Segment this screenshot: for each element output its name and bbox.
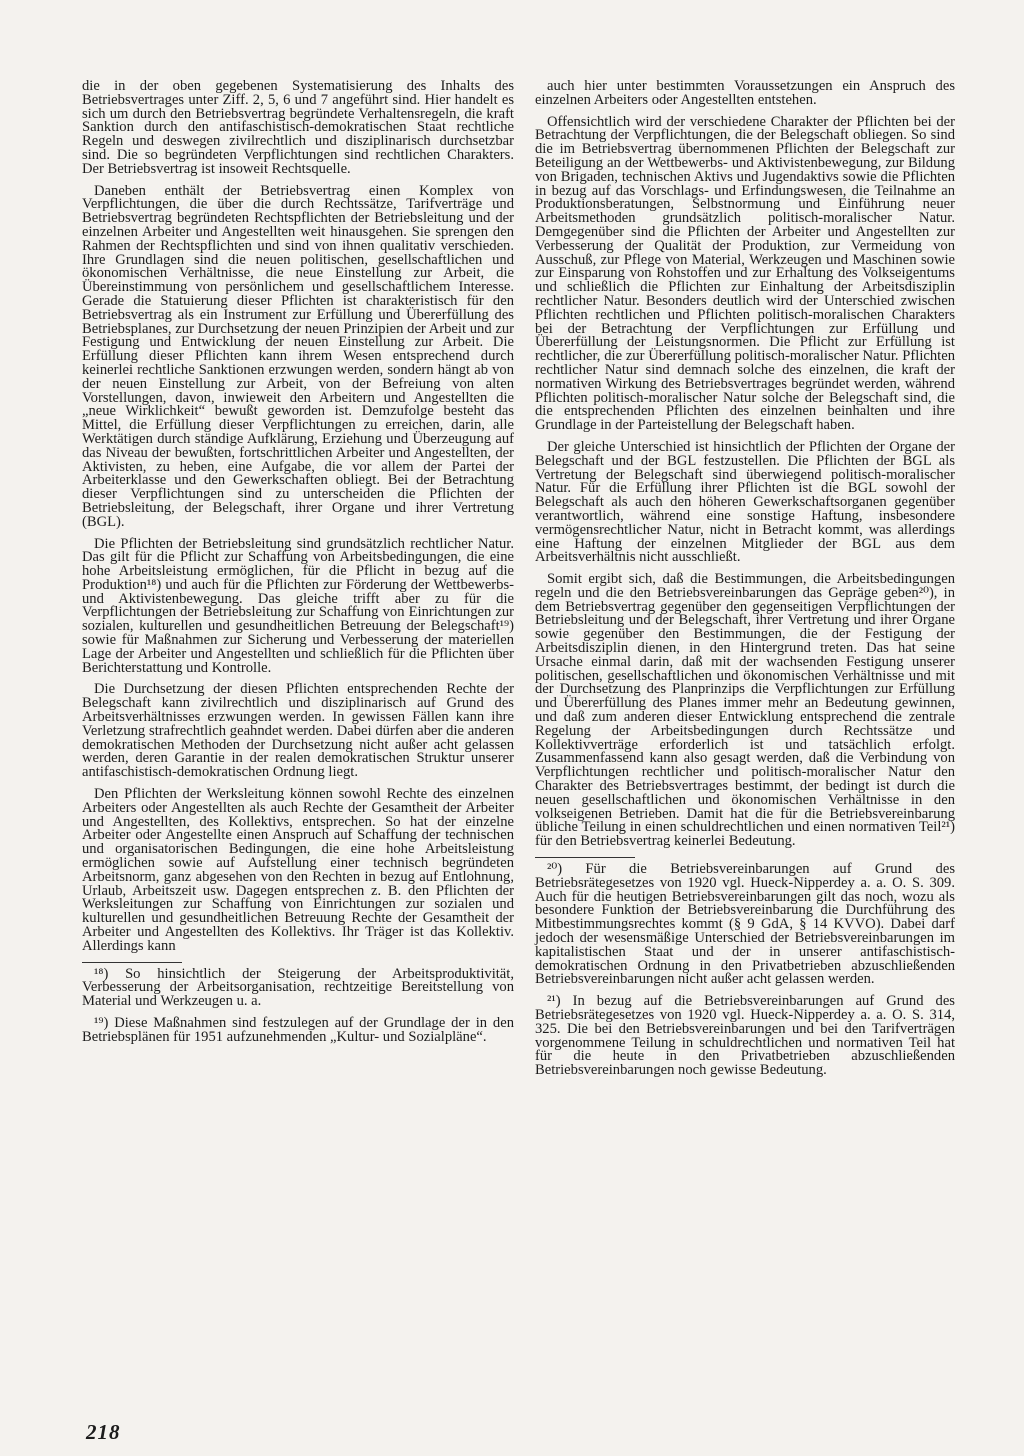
body-paragraph: Die Durchsetzung der diesen Pflichten entsprechenden Rechte der Belegschaft kann zivilrechtlich und disziplinarisch auf Grund des Arbeitsverhältnisses erzwungen werden. In gewissen Fällen kann ihre Verletzung strafrechtlich geahndet werden. Dabei dürfen aber die anderen demokratischen Methoden der Durchsetzung nicht außer acht gelassen werden, deren Garantie in der realen demokratischen Struktur unserer antifaschistisch-demokratischen Ordnung liegt. [82,681,514,781]
body-paragraph: Der gleiche Unterschied ist hinsichtlich der Pflichten der Organe der Belegschaft und der BGL festzustellen. Die Pflichten der BGL als Vertretung der Belegschaft sind überwiegend politisch-moralischer Natur. Für die Erfüllung ihrer Pflichten ist die BGL sowohl der Belegschaft als auch den höheren Gewerkschaftsorganen gegenüber verantwortlich, während eine sonstige Haftung, insbesondere vermögensrechtlicher Natur, nicht in Betracht kommt, was allerdings eine Haftung der einzelnen Mitglieder der BGL aus dem Arbeitsverhältnis nicht ausschließt. [535,438,955,566]
footnote: ¹⁸) So hinsichtlich der Steigerung der Arbeitsproduktivität, Verbesserung der Arbeitsorganisation, rechtzeitige Bereitstellung von Material und Werkzeugen u. a. [82,965,514,1010]
page-number: 218 [86,1420,121,1444]
footnote: ²¹) In bezug auf die Betriebsvereinbarungen auf Grund des Betriebsrätegesetzes von 1920 vgl. Hueck-Nipperdey a. a. O. S. 314, 325. Die bei den Betriebsvereinbarungen und bei den Tarifverträgen vorgenommene Teilung in schuldrechtlichen und normativen Teil hat für die heute in den Privatbetrieben abzuschließenden Betriebsvereinbarungen noch gewisse Bedeutung. [535,993,955,1079]
body-paragraph: die in der oben gegebenen Systematisierung des Inhalts des Betriebsvertrages unter Ziff. 2, 5, 6 und 7 angeführt sind. Hier handelt es sich um durch den Betriebsvertrag begründete Verhaltensregeln, die kraft Sanktion durch den antifaschistisch-demokratischen Staat rechtliche Regeln und deswegen zivilrechtlich und disziplinarisch durchsetzbar sind. Die so begründeten Verpflichtungen sind rechtlichen Charakters. Der Betriebsvertrag ist insoweit Rechtsquelle. [82,78,514,177]
footnote: ¹⁹) Diese Maßnahmen sind festzulegen auf der Grundlage der in den Betriebsplänen für 1951 aufzunehmenden „Kultur- und Sozialpläne“. [82,1015,514,1045]
body-paragraph: Die Pflichten der Betriebsleitung sind grundsätzlich rechtlicher Natur. Das gilt für die Pflicht zur Schaffung von Arbeitsbedingungen, die eine hohe Arbeitsleistung ermöglichen, für die Pflicht in bezug auf die Produktion¹⁸) und auch für die Pflichten zur Förderung der Wettbewerbs- und Aktivistenbewegung. Das gleiche trifft aber zu für die Verpflichtungen der Betriebsleitung zur Schaffung von Einrichtungen zur sozialen, kulturellen und gesundheitlichen Betreuung der Belegschaft¹⁹) sowie für Maßnahmen zur Sicherung und Verbesserung der materiellen Lage der Arbeiter und Angestellten und schließlich für die Pflichten über Berichterstattung und Kontrolle. [82,535,514,676]
body-paragraph: Den Pflichten der Werksleitung können sowohl Rechte des einzelnen Arbeiters oder Angestellten als auch Rechte der Gesamtheit der Arbeiter und Angestellten, des Kollektivs, entsprechen. So hat der einzelne Arbeiter oder Angestellte einen Anspruch auf Schaffung der technischen und organisatorischen Bedingungen, die eine hohe Arbeitsleistung ermöglichen sowie auf Aufstellung einer technisch begründeten Arbeitsnorm, ganz abgesehen von den Rechten in bezug auf Entlohnung, Urlaub, Arbeitszeit usw. Dagegen entsprechen z. B. den Pflichten der Werksleitungen zur Schaffung von Einrichtungen zur sozialen und kulturellen und gesundheitlichen Betreuung Rechte der Gesamtheit der Arbeiter und Angestellten des Kollektivs. Ihr Träger ist das Kollektiv. Allerdings kann [82,786,514,954]
footnote-divider [535,857,635,858]
body-paragraph: Somit ergibt sich, daß die Bestimmungen, die Arbeitsbedingungen regeln und die den Betriebsvereinbarungen das Gepräge geben²⁰), in dem Betriebsvertrag gegenüber den gegenseitigen Verpflichtungen der Betriebsleitung und der Belegschaft, ihrer Vertretung und ihrer Organe sowie gegenüber den Bestimmungen, die der Festigung der Arbeitsdisziplin dienen, in den Hintergrund treten. Das hat seine Ursache einmal darin, daß mit der wachsenden Festigung unserer politischen, gesellschaftlichen und ökonomischen Verhältnisse und mit der Durchsetzung des Planprinzips die Verpflichtungen zur Erfüllung und Übererfüllung des Planes immer mehr an Bedeutung gewinnen, und daß zum anderen dieser Entwicklung entsprechend die zentrale Regelung der Arbeitsbedingungen durch Rechtssätze und Kollektivverträge erforderlich ist und tatsächlich erfolgt. Zusammenfassend kann also gesagt werden, daß die Verbindung von Verpflichtungen rechtlicher und politisch-moralischer Natur den Charakter des Betriebsvertrages bestimmt, der bedingt ist durch die neuen gesellschaftlichen und ökonomischen Verhältnisse in den volkseigenen Betrieben. Damit hat die für die Betriebsvereinbarung übliche Teilung in einen schuldrechtlichen und einen normativen Teil²¹) für den Betriebsvertrag keinerlei Bedeutung. [535,571,955,850]
left-column [82,80,514,1053]
body-paragraph: Daneben enthält der Betriebsvertrag einen Komplex von Verpflichtungen, die über die durch Rechtssätze, Tarifverträge und Betriebsvertrag begründeten Rechtspflichten der Betriebsleitung und der einzelnen Arbeiter und Angestellten weit hinausgehen. Sie sprengen den Rahmen der Rechtspflichten und sind von ihnen qualitativ verschieden. Ihre Grundlagen sind die neuen politischen, gesellschaftlichen und ökonomischen Verhältnisse, die neue Einstellung zur Arbeit, die Übereinstimmung von persönlichem und gesellschaftlichem Interesse. Gerade die Statuierung dieser Pflichten ist charakteristisch für den Betriebsvertrag als ein Instrument zur Erfüllung und Übererfüllung des Betriebsplanes, zur Durchsetzung der neuen Prinzipien der Arbeit und zur Festigung und Entwicklung der neuen Einstellung zur Arbeit. Die Erfüllung dieser Pflichten kann ihrem Wesen entsprechend durch keinerlei rechtliche Sanktionen erzwungen werden, sondern hängt ab von der neuen Einstellung zur Arbeit, von der Befreiung von alten Vorstellungen, davon, inwieweit den Arbeitern und Angestellten die „neue Wirklichkeit“ bewußt geworden ist. Demzufolge besteht das Mittel, die Erfüllung dieser Verpflichtungen zu erreichen, darin, alle Werktätigen durch ständige Aufklärung, Erziehung und Überzeugung auf das Niveau der bewußten, fortschrittlichen Arbeiter und Angestellten, der Aktivisten, zu heben, eine Aufgabe, die vor allem der Partei der Arbeiterklasse und den Gewerkschaften obliegt. Bei der Betrachtung dieser Verpflichtungen sind zu unterscheiden die Pflichten der Betriebsleitung, der Belegschaft, ihrer Organe und ihrer Vertretung (BGL). [82,182,514,530]
right-column [535,80,955,1086]
footnote: ²⁰) Für die Betriebsvereinbarungen auf Grund des Betriebsrätegesetzes von 1920 vgl. Hueck-Nipperdey a. a. O. S. 309. Auch für die heutigen Betriebsvereinbarungen gilt das noch, wozu als besondere Funktion der Betriebsvereinbarung die Durchführung des Mitbestimmungsrechtes kommt (§ 9 GdA, § 14 KVVO). Dabei darf jedoch der wesensmäßige Unterschied der Betriebsvereinbarungen im kapitalistischen Staat und der in unserer antifaschistisch-demokratischen Ordnung in den Privatbetrieben abzuschließenden Betriebsvereinbarungen nicht außer acht gelassen werden. [535,861,955,988]
body-paragraph: auch hier unter bestimmten Voraussetzungen ein Anspruch des einzelnen Arbeiters oder Angestellten entstehen. [535,78,955,108]
footnote-divider [82,962,182,963]
body-paragraph: Offensichtlich wird der verschiedene Charakter der Pflichten bei der Betrachtung der Verpflichtungen, die der Belegschaft obliegen. So sind die im Betriebsvertrag übernommenen Pflichten der Belegschaft zur Beteiligung an der Wettbewerbs- und Aktivistenbewegung, zur Bildung von Brigaden, technischen Aktivs und Jugendaktivs sowie die Pflichten in bezug auf das Vorschlags- und Erfindungswesen, die Teilnahme an Produktionsberatungen, Selbstnormung und Einführung neuer Arbeitsmethoden grundsätzlich politisch-moralischer Natur. Demgegenüber sind die Pflichten der Arbeiter und Angestellten zur Verbesserung der Qualität der Produktion, zur Vermeidung von Ausschuß, zur Pflege von Material, Werkzeugen und Maschinen sowie zur Einsparung von Rohstoffen und zur Erhaltung des Volkseigentums und schließlich die Pflichten zur Einhaltung der Arbeitsdisziplin rechtlicher Natur. Besonders deutlich wird der Unterschied zwischen Pflichten rechtlichen und Pflichten politisch-moralischen Charakters bei der Betrachtung der Verpflichtungen zur Erfüllung und Übererfüllung der Leistungsnormen. Die Pflicht zur Erfüllung ist rechtlicher, die zur Übererfüllung politisch-moralischer Natur. Pflichten rechtlicher Natur sind demnach solche des einzelnen, die kraft der normativen Wirkung des Betriebsvertrages begründet werden, während Pflichten politisch-moralischer Natur solche der Belegschaft sind, die die entsprechenden Pflichten des einzelnen beinhalten und ihre Grundlage in der Parteistellung der Belegschaft haben. [535,113,955,434]
